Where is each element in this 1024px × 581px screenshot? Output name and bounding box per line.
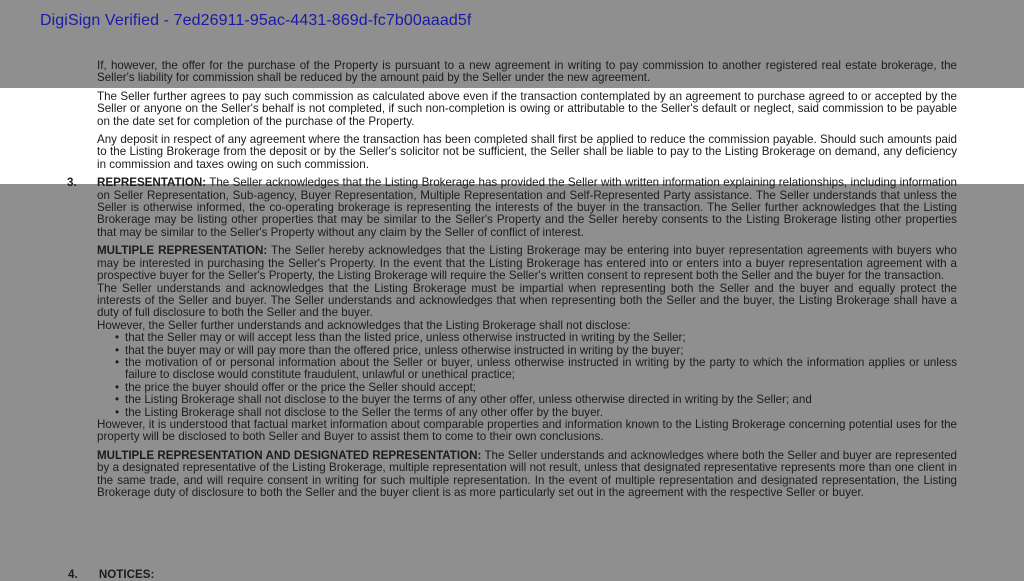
list-item: • the Listing Brokerage shall not disclose to the buyer the terms of any other offer, unless otherwise directed in writing by the Seller; and [115,394,957,406]
verification-watermark: DigiSign Verified - 7ed26911-95ac-4431-869d-fc7b00aaad5f [40,12,472,29]
however-text: However, the Seller further understands and acknowledges that the Listing Brokerage shall not disclose: [97,318,631,332]
list-item: • that the buyer may or will pay more than the offered price, unless otherwise instructed in writing by the buyer; [115,345,957,357]
list-item: • the Listing Brokerage shall not disclose to the Seller the terms of any other offer by the buyer. [115,407,957,419]
section-heading: NOTICES: [98,568,155,581]
section-number: 3. [67,176,77,190]
subheading-multiple-representation: MULTIPLE REPRESENTATION: [97,244,268,258]
list-item: • the price the buyer should offer or the price the Seller should accept; [115,382,957,394]
subheading-designated-representation: MULTIPLE REPRESENTATION AND DESIGNATED REPRESENTATION: [97,448,482,462]
section-text: The Seller acknowledges that the Listing Brokerage has provided the Seller with written information explaining relationships, including information on Seller Representation, Sub-agency, Buyer Representation, Multiple Representation and Self-Represented Party assistance. The Seller understands that unless the Seller is otherwise informed, the co-operating brokerage is representing the interests of the buyer in the transaction. The Seller further acknowledges that the Listing Brokerage may be listing other properties that may be similar to the Seller's Property and the Seller hereby consents to the Listing Brokerage listing other properties that may be similar to the Seller's Property without any claim by the Seller of conflict of interest. [97,176,957,239]
disclosure-list [97,332,957,419]
list-item: • the motivation of or personal information about the Seller or buyer, unless otherwise instructed in writing by the party to which the information applies or unless failure to disclose would constitute fraudulent, unlawful or unethical practice; [115,357,957,382]
section-representation [67,176,958,499]
document-body [67,59,958,499]
designated-representation-text: The Seller understands and acknowledges where both the Seller and buyer are represented by a designated representative of the Listing Brokerage, multiple representation will not result, unless that designated representative represents more than one client in the same trade, and will require consent in writing for such multiple representation. In the event of multiple representation and designated representation, the Listing Brokerage duty of disclosure to both the Seller and the buyer client is as more particularly set out in the agreement with the respective Seller or buyer. [97,448,958,499]
list-item: • that the Seller may or will accept less than the listed price, unless otherwise instructed in writing by the Seller; [115,332,957,344]
paragraph-commission-reduction: If, however, the offer for the purchase of the Property is pursuant to a new agreement in writing to pay commission to another registered real estate brokerage, the Seller's liability for commission shall be reduced by the amount paid by the Seller under the new agreement. [97,59,957,85]
impartial-text: The Seller understands and acknowledges that the Listing Brokerage must be impartial when representing both the Seller and the buyer and equally protect the interests of the Seller and buyer. The Seller understands and acknowledges that when representing both the Seller and the buyer, the Listing Brokerage shall have a duty of full disclosure to both the Seller and the buyer. [97,281,957,320]
paragraph-deposit: Any deposit in respect of any agreement where the transaction has been completed shall first be applied to reduce the commission payable. Should such amounts paid to the Listing Brokerage from the deposit or by the Seller's solicitor not be sufficient, the Seller shall be liable to pay to the Listing Brokerage on demand, any deficiency in commission and taxes owing on such commission. [97,133,957,171]
section-number: 4. [68,568,78,581]
multiple-representation-text: The Seller hereby acknowledges that the Listing Brokerage may be entering into buyer representation agreements with buyers who may be interested in purchasing the Seller's Property. In the event that the Listing Brokerage has entered into or enters into a buyer representation agreement with a prospective buyer for the Seller's Property, the Listing Brokerage will require the Seller's written consent to represent both the Seller and the buyer for the transaction. [97,244,957,283]
paragraph-commission-payable: The Seller further agrees to pay such commission as calculated above even if the transaction contemplated by an agreement to purchase agreed to or accepted by the Seller or anyone on the Seller's behalf is not completed, if such non-completion is owing or attributable to the Seller's default or neglect, said commission to be payable on the date set for completion of the purchase of the Property. [97,89,957,128]
market-info-text: However, it is understood that factual market information about comparable properties and information known to the Listing Brokerage concerning potential uses for the property will be disclosed to both Seller and Buyer to assist them to come to their own conclusions. [97,417,957,444]
section-heading: REPRESENTATION: [97,176,207,190]
section-notices-partial [68,568,154,581]
